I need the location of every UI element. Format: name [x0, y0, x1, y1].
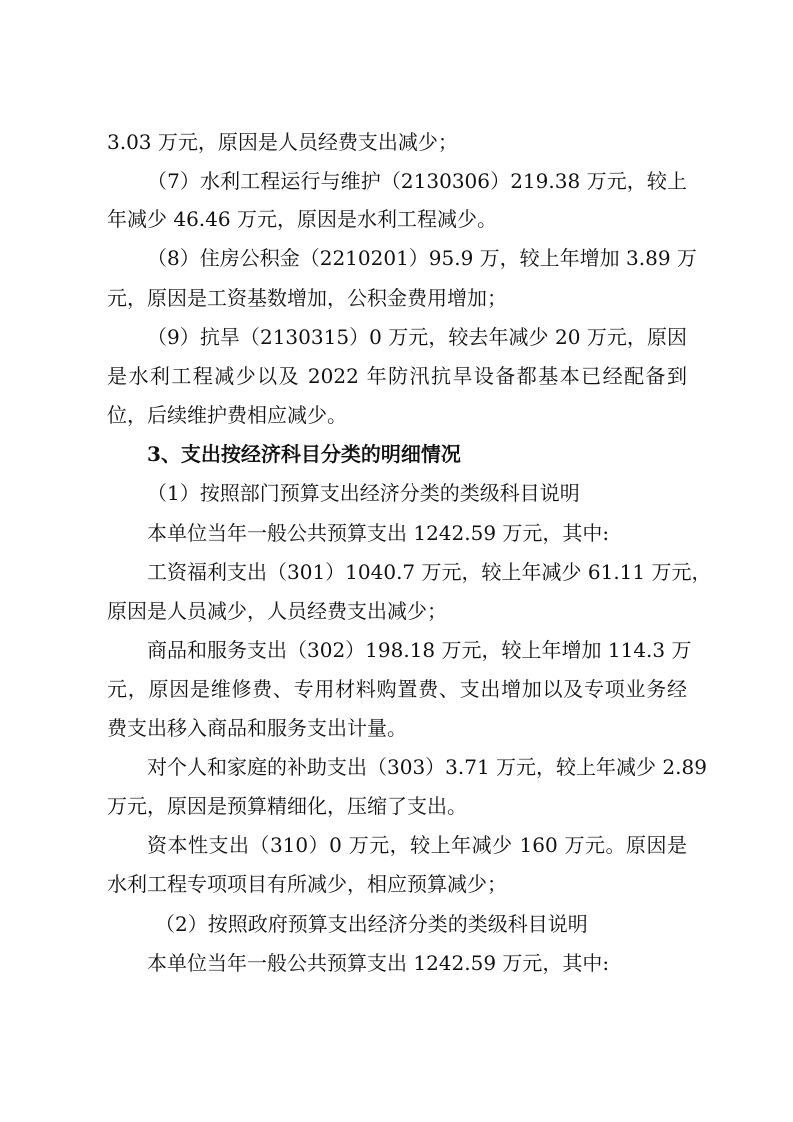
text-line: 3.03 万元，原因是人员经费支出减少； [107, 130, 458, 154]
paragraph-8-line-2: 元，原因是工资基数增加，公积金费用增加； [107, 286, 507, 310]
subsection-heading-2: （2）按照政府预算支出经济分类的类级科目说明 [155, 912, 588, 936]
subsection-heading-1: （1）按照部门预算支出经济分类的类级科目说明 [147, 481, 580, 505]
paragraph-7-line-2: 年减少 46.46 万元，原因是水利工程减少。 [107, 207, 497, 231]
paragraph-9-line-1: （9）抗旱（2130315）0 万元，较去年减少 20 万元，原因 [147, 325, 687, 349]
section-heading: 3、支出按经济科目分类的明细情况 [147, 442, 461, 466]
goods-services-line-3: 费支出移入商品和服务支出计量。 [107, 716, 407, 740]
goods-services-line-1: 商品和服务支出（302）198.18 万元，较上年增加 114.3 万 [147, 638, 692, 662]
paragraph-9-line-3: 位，后续维护费相应减少。 [107, 403, 347, 427]
summary-line-2: 本单位当年一般公共预算支出 1242.59 万元，其中: [147, 951, 610, 975]
paragraph-7-line-1: （7）水利工程运行与维护（2130306）219.38 万元，较上 [147, 169, 687, 193]
paragraph-9-line-2: 是水利工程减少以及 2022 年防汛抗旱设备都基本已经配备到 [107, 364, 687, 388]
paragraph-8-line-1: （8）住房公积金（2210201）95.9 万，较上年增加 3.89 万 [147, 246, 697, 270]
wages-line-1: 工资福利支出（301）1040.7 万元，较上年减少 61.11 万元， [147, 560, 712, 584]
wages-line-2: 原因是人员减少，人员经费支出减少； [107, 599, 447, 623]
subsidy-line-2: 万元，原因是预算精细化，压缩了支出。 [107, 794, 467, 818]
capital-line-1: 资本性支出（310）0 万元，较上年减少 160 万元。原因是 [147, 833, 687, 857]
subsidy-line-1: 对个人和家庭的补助支出（303）3.71 万元，较上年减少 2.89 [147, 755, 707, 779]
capital-line-2: 水利工程专项项目有所减少，相应预算减少； [107, 872, 507, 896]
goods-services-line-2: 元，原因是维修费、专用材料购置费、支出增加以及专项业务经 [107, 677, 687, 701]
summary-line-1: 本单位当年一般公共预算支出 1242.59 万元，其中: [147, 521, 610, 545]
